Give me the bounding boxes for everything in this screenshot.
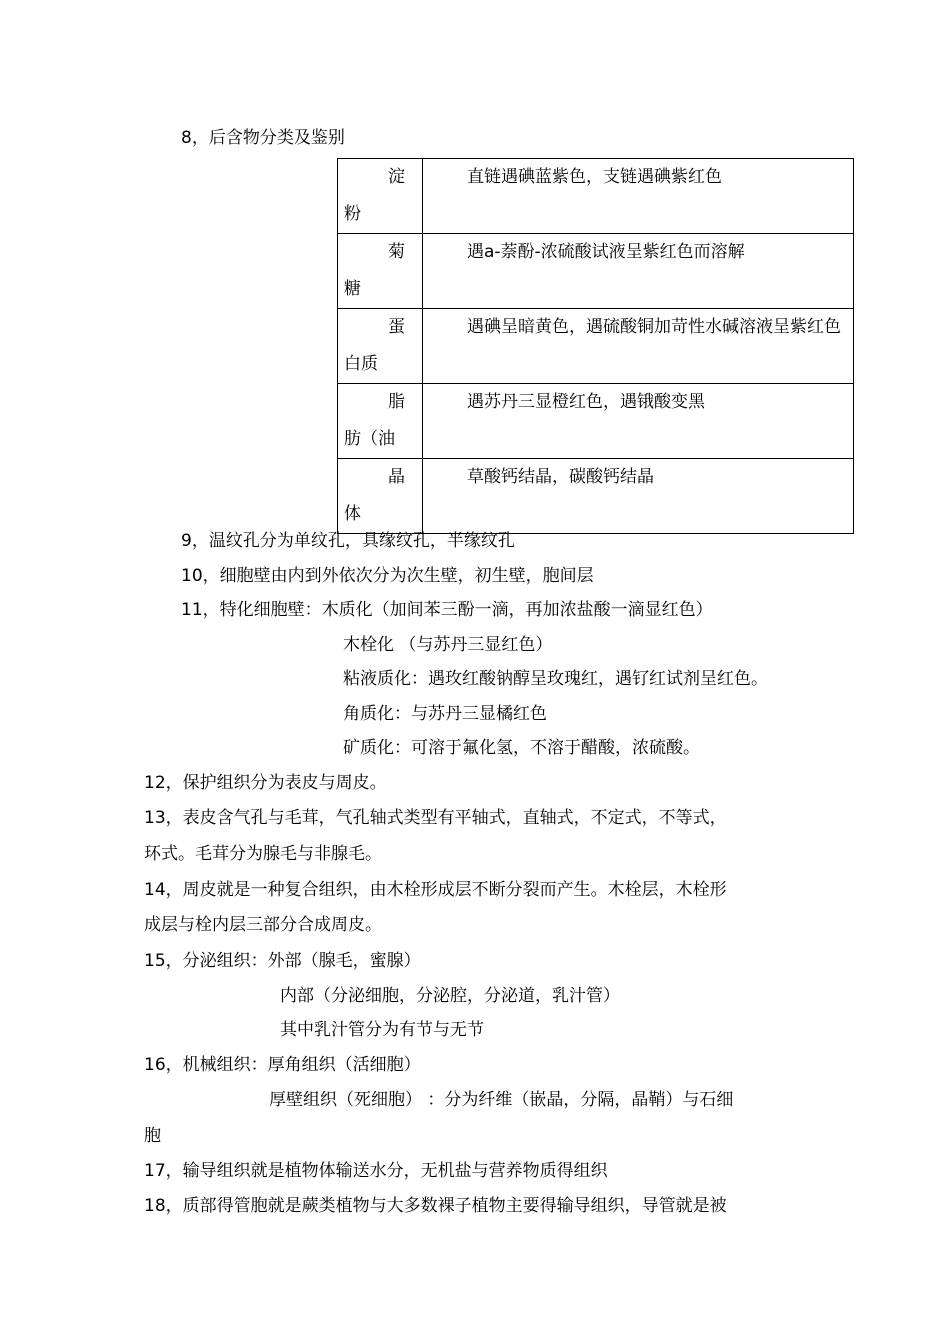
item-15-internal: 内部（分泌细胞，分泌腔，分泌道，乳汁管） — [280, 986, 620, 1006]
table-cell-desc: 遇a-萘酚-浓硫酸试液呈紫红色而溶解 — [467, 242, 745, 262]
item-15-latex: 其中乳汁管分为有节与无节 — [280, 1020, 484, 1040]
item-11-mucilage: 粘液质化：遇玫红酸钠醇呈玫瑰红，遇钌红试剂呈红色。 — [343, 669, 768, 689]
table-cell-desc: 遇苏丹三显橙红色，遇锇酸变黑 — [467, 392, 705, 412]
item-13: 13，表皮含气孔与毛茸，气孔轴式类型有平轴式，直轴式，不定式，不等式， — [144, 808, 727, 828]
item-17: 17，输导组织就是植物体输送水分，无机盐与营养物质得组织 — [144, 1161, 608, 1181]
table-row — [338, 384, 854, 459]
item-16-cont: 胞 — [144, 1126, 161, 1146]
table-cell-name: 淀粉 — [344, 167, 405, 224]
table-cell-desc: 遇碘呈暗黄色，遇硫酸铜加苛性水碱溶液呈紫红色 — [467, 317, 841, 337]
item-16: 16，机械组织：厚角组织（活细胞） — [144, 1055, 421, 1075]
item-14-cont: 成层与栓内层三部分合成周皮。 — [144, 915, 382, 935]
item-12: 12，保护组织分为表皮与周皮。 — [144, 773, 387, 793]
table-row — [338, 459, 854, 534]
item-14: 14，周皮就是一种复合组织，由木栓形成层不断分裂而产生。木栓层，木栓形 — [144, 880, 727, 900]
item-13-cont: 环式。毛茸分为腺毛与非腺毛。 — [144, 844, 382, 864]
table-cell-desc: 草酸钙结晶，碳酸钙结晶 — [467, 467, 654, 487]
item-9: 9，温纹孔分为单纹孔，具缘纹孔，半缘纹孔 — [181, 531, 515, 551]
inclusions-table — [337, 158, 854, 534]
table-cell-name: 菊糖 — [344, 242, 405, 299]
table-cell-name: 晶体 — [344, 467, 405, 524]
item-10: 10，细胞壁由内到外依次分为次生壁，初生壁，胞间层 — [181, 566, 594, 586]
table-cell-name: 脂肪（油 — [344, 392, 405, 449]
table-cell-name: 蛋白质 — [344, 317, 405, 374]
item-11-mineral: 矿质化：可溶于氟化氢，不溶于醋酸，浓硫酸。 — [343, 738, 700, 758]
item-11-cutin: 角质化：与苏丹三显橘红色 — [343, 704, 547, 724]
item-16-sclerenchyma: 厚壁组织（死细胞） ：分为纤维（嵌晶，分隔，晶鞘）与石细 — [269, 1090, 734, 1110]
item-15: 15，分泌组织：外部（腺毛，蜜腺） — [144, 951, 421, 971]
table-row — [338, 309, 854, 384]
section-8-heading: 8，后含物分类及鉴别 — [181, 128, 345, 148]
table-row — [338, 234, 854, 309]
table-row — [338, 159, 854, 234]
item-11: 11，特化细胞壁：木质化（加间苯三酚一滴，再加浓盐酸一滴显红色） — [181, 600, 713, 620]
table-cell-desc: 直链遇碘蓝紫色，支链遇碘紫红色 — [467, 167, 722, 187]
item-11-cork: 木栓化 （与苏丹三显红色） — [343, 635, 553, 655]
item-18: 18，质部得管胞就是蕨类植物与大多数裸子植物主要得输导组织，导管就是被 — [144, 1196, 727, 1216]
